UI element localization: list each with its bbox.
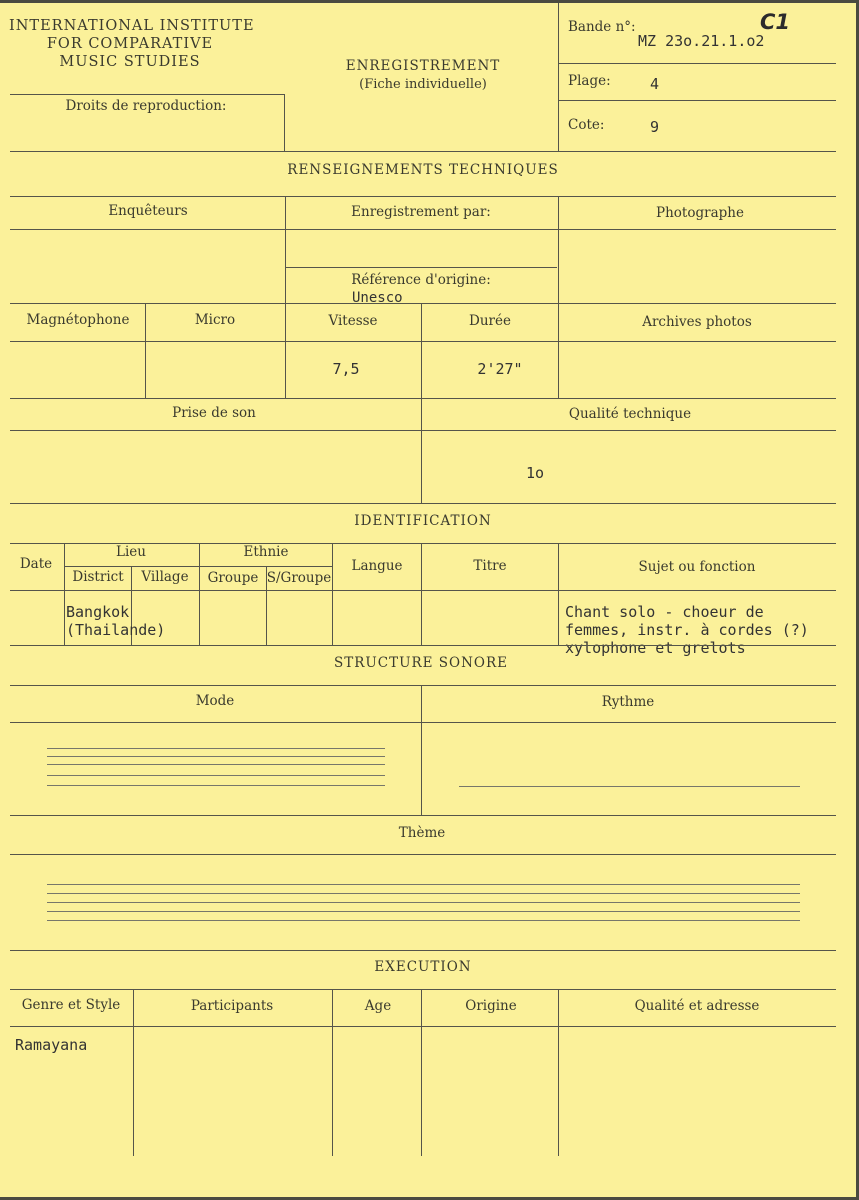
equipment-col-divider-3 [421, 303, 422, 398]
village-label: Village [141, 569, 189, 585]
bande-underline [558, 63, 836, 64]
header-bottom-rule [10, 151, 836, 152]
mode-staff-line-3 [47, 764, 385, 765]
plage-underline [558, 100, 836, 101]
enqueteurs-label: Enquêteurs [108, 203, 188, 219]
bande-value: MZ 23o.21.1.o2 [638, 32, 765, 50]
vitesse-value: 7,5 [332, 360, 360, 378]
equipment-col-divider-2 [285, 303, 286, 398]
genre-style-value: Ramayana [15, 1036, 88, 1054]
district-label: District [72, 569, 124, 585]
equipment-header-rule [10, 303, 836, 304]
exec-col-divider-1 [133, 989, 134, 1156]
prise-de-son-label: Prise de son [172, 405, 256, 421]
theme-staff-line-3 [47, 902, 800, 903]
theme-header-rule [10, 854, 836, 855]
header-divider [558, 3, 559, 151]
photographe-label: Photographe [656, 205, 744, 221]
structure-labels-rule [10, 722, 836, 723]
exec-col-divider-4 [558, 989, 559, 1156]
form-subtitle: (Fiche individuelle) [359, 77, 487, 92]
enregistrement-par-label: Enregistrement par: [351, 204, 491, 220]
place-value-line1: Bangkok [66, 603, 130, 621]
plage-value: 4 [650, 75, 660, 93]
duree-label: Durée [469, 313, 511, 329]
institute-name-line2: FOR COMPARATIVE [46, 36, 214, 52]
reference-label: Référence d'origine: [351, 272, 491, 288]
technique-col-divider-1 [285, 196, 286, 303]
mode-label: Mode [195, 693, 235, 709]
archives-photos-label: Archives photos [642, 314, 752, 330]
titre-label: Titre [473, 558, 507, 574]
mode-staff-line-1 [47, 748, 385, 749]
sujet-value-line3: xylophone et grelots [565, 639, 746, 657]
mode-staff-line-2 [47, 756, 385, 757]
theme-staff-line-2 [47, 893, 800, 894]
equipment-col-divider-4 [558, 303, 559, 398]
cote-label: Cote: [568, 117, 605, 133]
rythme-line [459, 786, 800, 787]
sound-col-divider [421, 398, 422, 503]
lieu-label: Lieu [116, 544, 146, 560]
structure-col-divider [421, 685, 422, 815]
bande-handwritten-mark: C1 [760, 10, 791, 34]
technique-section-title: RENSEIGNEMENTS TECHNIQUES [287, 162, 559, 178]
qualite-technique-value: 1o [525, 464, 545, 482]
copyright-box-top [10, 94, 284, 95]
sound-labels-rule [10, 430, 836, 431]
id-col-divider-titre [558, 543, 559, 645]
sujet-value-line1: Chant solo - choeur de [565, 603, 764, 621]
sujet-fonction-label: Sujet ou fonction [638, 559, 756, 575]
copyright-label: Droits de reproduction: [65, 98, 227, 114]
exec-col-divider-2 [332, 989, 333, 1156]
langue-label: Langue [351, 558, 403, 574]
mode-staff-line-4 [47, 775, 385, 776]
technique-col-divider-2 [558, 196, 559, 303]
plage-label: Plage: [568, 73, 611, 89]
theme-label: Thème [398, 825, 446, 841]
micro-label: Micro [194, 312, 236, 328]
identification-section-title: IDENTIFICATION [354, 513, 492, 529]
rythme-label: Rythme [601, 694, 655, 710]
id-col-divider-ethnie [332, 543, 333, 645]
ethnie-label: Ethnie [243, 544, 289, 560]
place-value-line2: (Thailande) [66, 621, 166, 639]
mode-staff-line-5 [47, 785, 385, 786]
vitesse-label: Vitesse [328, 313, 378, 329]
structure-header-rule [10, 685, 836, 686]
qualite-technique-label: Qualité technique [568, 406, 692, 422]
technique-header-rule [10, 196, 836, 197]
execution-section-title: EXECUTION [374, 959, 472, 975]
qualite-adresse-label: Qualité et adresse [634, 998, 760, 1014]
copyright-box-right [284, 94, 285, 151]
sous-groupe-label: S/Groupe [266, 570, 332, 586]
technique-bottom-rule [10, 503, 836, 504]
technique-labels-rule [10, 229, 836, 230]
institute-name-line3: MUSIC STUDIES [59, 54, 201, 70]
structure-section-title: STRUCTURE SONORE [333, 655, 509, 671]
cote-value: 9 [650, 118, 660, 136]
id-col-divider-lieu [199, 543, 200, 645]
origine-label: Origine [465, 998, 517, 1014]
identification-bottom-rule [10, 645, 836, 646]
groupe-label: Groupe [207, 570, 259, 586]
age-label: Age [364, 998, 392, 1014]
theme-staff-line-1 [47, 884, 800, 885]
lieu-ethnie-subheader-rule [64, 566, 332, 567]
mode-rythme-bottom-rule [10, 815, 836, 816]
equipment-col-divider-1 [145, 303, 146, 398]
structure-bottom-rule [10, 950, 836, 951]
institute-name-line1: INTERNATIONAL INSTITUTE [9, 18, 255, 34]
duree-value: 2'27" [477, 360, 523, 378]
top-edge [0, 0, 859, 3]
exec-col-divider-3 [421, 989, 422, 1156]
bande-label: Bande n°: [568, 19, 636, 35]
id-col-divider-langue [421, 543, 422, 645]
participants-label: Participants [190, 998, 274, 1014]
id-col-divider-date [64, 543, 65, 645]
reference-value: Unesco [352, 290, 403, 306]
date-label: Date [19, 556, 53, 572]
magnetophone-label: Magnétophone [26, 312, 130, 328]
form-title: ENREGISTREMENT [345, 58, 501, 74]
sound-header-rule [10, 398, 836, 399]
identification-labels-rule [10, 590, 836, 591]
equipment-labels-rule [10, 341, 836, 342]
theme-staff-line-5 [47, 920, 800, 921]
reference-rule [285, 267, 557, 268]
sujet-value-line2: femmes, instr. à cordes (?) [565, 621, 809, 639]
theme-staff-line-4 [47, 911, 800, 912]
genre-style-label: Genre et Style [21, 997, 121, 1013]
